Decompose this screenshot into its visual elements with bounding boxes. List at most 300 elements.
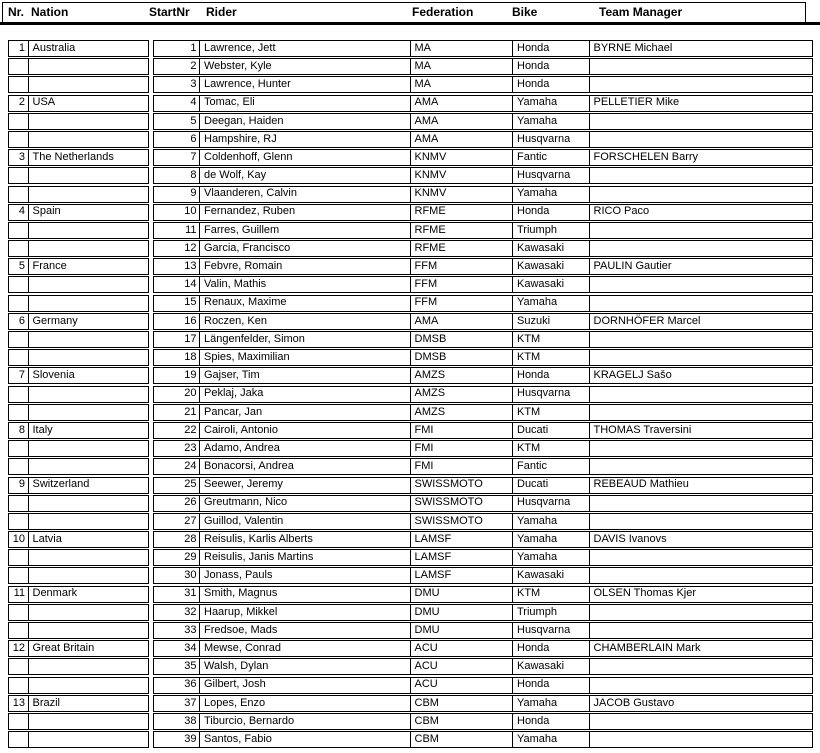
- federation: AMA: [410, 131, 514, 148]
- table-row: [8, 258, 814, 275]
- rider-name: Tomac, Eli: [199, 95, 411, 112]
- rider-name: Seewer, Jeremy: [199, 477, 411, 494]
- team-manager: [589, 113, 813, 130]
- table-header: [2, 2, 806, 22]
- table-row: [8, 404, 814, 421]
- table-row: [8, 276, 814, 293]
- team-nr: 10: [8, 531, 29, 548]
- team-manager: [589, 622, 813, 639]
- federation: AMZS: [410, 386, 514, 403]
- rider-name: Renaux, Maxime: [199, 295, 411, 312]
- nation: France: [28, 258, 149, 275]
- team-manager: [589, 677, 813, 694]
- team-nr: [8, 186, 29, 203]
- start-nr: 9: [153, 186, 201, 203]
- team-nr: [8, 331, 29, 348]
- federation: MA: [410, 76, 514, 93]
- team-nr: [8, 240, 29, 257]
- bike: Yamaha: [512, 513, 590, 530]
- column-header-federation: Federation: [412, 5, 474, 19]
- nation: [28, 458, 149, 475]
- federation: FFM: [410, 295, 514, 312]
- federation: RFME: [410, 240, 514, 257]
- rider-name: Pancar, Jan: [199, 404, 411, 421]
- start-nr: 11: [153, 222, 201, 239]
- nation: [28, 549, 149, 566]
- rider-name: Febvre, Romain: [199, 258, 411, 275]
- table-row: [8, 95, 814, 112]
- team-manager: [589, 331, 813, 348]
- rider-name: Peklaj, Jaka: [199, 386, 411, 403]
- nation: [28, 604, 149, 621]
- start-nr: 23: [153, 440, 201, 457]
- federation: DMU: [410, 604, 514, 621]
- team-manager: [589, 404, 813, 421]
- start-nr: 12: [153, 240, 201, 257]
- nation: Brazil: [28, 695, 149, 712]
- start-nr: 39: [153, 731, 201, 748]
- table-row: [8, 531, 814, 548]
- federation: DMSB: [410, 331, 514, 348]
- nation: Spain: [28, 204, 149, 221]
- federation: DMU: [410, 586, 514, 603]
- start-nr: 16: [153, 313, 201, 330]
- federation: KNMV: [410, 149, 514, 166]
- rider-name: Farres, Guillem: [199, 222, 411, 239]
- bike: Yamaha: [512, 695, 590, 712]
- federation: MA: [410, 58, 514, 75]
- bike: Yamaha: [512, 549, 590, 566]
- nation: Great Britain: [28, 640, 149, 657]
- federation: FMI: [410, 440, 514, 457]
- federation: FMI: [410, 422, 514, 439]
- nation: [28, 349, 149, 366]
- nation: [28, 713, 149, 730]
- rider-name: Valin, Mathis: [199, 276, 411, 293]
- start-nr: 1: [153, 40, 201, 57]
- bike: Honda: [512, 713, 590, 730]
- rider-name: Reisulis, Karlis Alberts: [199, 531, 411, 548]
- table-row: [8, 386, 814, 403]
- start-nr: 38: [153, 713, 201, 730]
- nation: Latvia: [28, 531, 149, 548]
- team-nr: [8, 458, 29, 475]
- rider-name: Deegan, Haiden: [199, 113, 411, 130]
- table-row: [8, 640, 814, 657]
- table-row: [8, 367, 814, 384]
- bike: Honda: [512, 40, 590, 57]
- federation: AMA: [410, 113, 514, 130]
- table-row: [8, 658, 814, 675]
- team-nr: [8, 549, 29, 566]
- team-nr: [8, 731, 29, 748]
- nation: Australia: [28, 40, 149, 57]
- table-row: [8, 131, 814, 148]
- nation: Switzerland: [28, 477, 149, 494]
- rider-name: Lawrence, Hunter: [199, 76, 411, 93]
- table-row: [8, 204, 814, 221]
- team-manager: BYRNE Michael: [589, 40, 813, 57]
- federation: LAMSF: [410, 531, 514, 548]
- federation: DMSB: [410, 349, 514, 366]
- rider-name: Walsh, Dylan: [199, 658, 411, 675]
- table-row: [8, 458, 814, 475]
- start-nr: 24: [153, 458, 201, 475]
- team-manager: [589, 495, 813, 512]
- nation: The Netherlands: [28, 149, 149, 166]
- rider-name: Reisulis, Janis Martins: [199, 549, 411, 566]
- team-nr: [8, 713, 29, 730]
- federation: KNMV: [410, 167, 514, 184]
- table-row: [8, 331, 814, 348]
- rider-name: Webster, Kyle: [199, 58, 411, 75]
- team-nr: 3: [8, 149, 29, 166]
- nation: [28, 658, 149, 675]
- table-row: [8, 222, 814, 239]
- rider-name: Roczen, Ken: [199, 313, 411, 330]
- federation: SWISSMOTO: [410, 477, 514, 494]
- bike: Ducati: [512, 477, 590, 494]
- team-manager: [589, 186, 813, 203]
- rider-name: Cairoli, Antonio: [199, 422, 411, 439]
- start-nr: 10: [153, 204, 201, 221]
- table-row: [8, 549, 814, 566]
- start-nr: 7: [153, 149, 201, 166]
- table-row: [8, 477, 814, 494]
- team-manager: [589, 440, 813, 457]
- team-manager: THOMAS Traversini: [589, 422, 813, 439]
- header-divider: [0, 22, 820, 25]
- start-nr: 8: [153, 167, 201, 184]
- team-nr: [8, 604, 29, 621]
- table-row: [8, 313, 814, 330]
- team-nr: 13: [8, 695, 29, 712]
- start-nr: 3: [153, 76, 201, 93]
- federation: SWISSMOTO: [410, 513, 514, 530]
- start-nr: 31: [153, 586, 201, 603]
- bike: Triumph: [512, 604, 590, 621]
- team-manager: [589, 386, 813, 403]
- rider-name: Fredsoe, Mads: [199, 622, 411, 639]
- bike: Husqvarna: [512, 386, 590, 403]
- team-nr: [8, 295, 29, 312]
- table-row: [8, 440, 814, 457]
- bike: Ducati: [512, 422, 590, 439]
- table-row: [8, 295, 814, 312]
- start-nr: 18: [153, 349, 201, 366]
- table-row: [8, 113, 814, 130]
- bike: Honda: [512, 58, 590, 75]
- team-manager: [589, 276, 813, 293]
- bike: Yamaha: [512, 113, 590, 130]
- bike: Kawasaki: [512, 658, 590, 675]
- rider-name: Greutmann, Nico: [199, 495, 411, 512]
- team-nr: [8, 167, 29, 184]
- bike: KTM: [512, 586, 590, 603]
- start-nr: 36: [153, 677, 201, 694]
- bike: KTM: [512, 404, 590, 421]
- team-manager: [589, 549, 813, 566]
- federation: SWISSMOTO: [410, 495, 514, 512]
- team-nr: [8, 404, 29, 421]
- team-nr: 7: [8, 367, 29, 384]
- team-manager: [589, 713, 813, 730]
- table-row: [8, 167, 814, 184]
- bike: Honda: [512, 367, 590, 384]
- table-row: [8, 713, 814, 730]
- table-row: [8, 567, 814, 584]
- team-manager: [589, 604, 813, 621]
- column-header-nr: Nr.: [8, 5, 25, 19]
- federation: RFME: [410, 204, 514, 221]
- team-nr: [8, 58, 29, 75]
- start-nr: 19: [153, 367, 201, 384]
- table-row: [8, 76, 814, 93]
- start-nr: 13: [153, 258, 201, 275]
- rider-name: Smith, Magnus: [199, 586, 411, 603]
- team-nr: 1: [8, 40, 29, 57]
- rider-name: Jonass, Pauls: [199, 567, 411, 584]
- team-manager: [589, 731, 813, 748]
- bike: KTM: [512, 440, 590, 457]
- team-manager: [589, 567, 813, 584]
- start-nr: 21: [153, 404, 201, 421]
- table-row: [8, 186, 814, 203]
- team-nr: [8, 567, 29, 584]
- team-nr: [8, 76, 29, 93]
- nation: [28, 113, 149, 130]
- bike: Yamaha: [512, 186, 590, 203]
- start-nr: 34: [153, 640, 201, 657]
- federation: MA: [410, 40, 514, 57]
- bike: Triumph: [512, 222, 590, 239]
- bike: KTM: [512, 331, 590, 348]
- rider-name: Spies, Maximilian: [199, 349, 411, 366]
- team-nr: [8, 113, 29, 130]
- rider-name: Garcia, Francisco: [199, 240, 411, 257]
- team-manager: PELLETIER Mike: [589, 95, 813, 112]
- bike: Husqvarna: [512, 167, 590, 184]
- team-nr: 5: [8, 258, 29, 275]
- start-nr: 29: [153, 549, 201, 566]
- rider-name: Guillod, Valentin: [199, 513, 411, 530]
- team-manager: [589, 458, 813, 475]
- federation: AMA: [410, 95, 514, 112]
- rider-name: Haarup, Mikkel: [199, 604, 411, 621]
- rider-name: Fernandez, Ruben: [199, 204, 411, 221]
- federation: AMZS: [410, 404, 514, 421]
- team-nr: 4: [8, 204, 29, 221]
- rider-name: Längenfelder, Simon: [199, 331, 411, 348]
- nation: [28, 567, 149, 584]
- start-nr: 14: [153, 276, 201, 293]
- table-row: [8, 149, 814, 166]
- nation: [28, 240, 149, 257]
- nation: [28, 295, 149, 312]
- table-row: [8, 622, 814, 639]
- rider-name: de Wolf, Kay: [199, 167, 411, 184]
- rider-name: Mewse, Conrad: [199, 640, 411, 657]
- nation: [28, 222, 149, 239]
- table-row: [8, 422, 814, 439]
- federation: LAMSF: [410, 567, 514, 584]
- nation: [28, 331, 149, 348]
- nation: [28, 731, 149, 748]
- bike: Husqvarna: [512, 622, 590, 639]
- bike: KTM: [512, 349, 590, 366]
- team-manager: [589, 58, 813, 75]
- rider-name: Tiburcio, Bernardo: [199, 713, 411, 730]
- bike: Honda: [512, 204, 590, 221]
- rider-name: Gajser, Tim: [199, 367, 411, 384]
- federation: KNMV: [410, 186, 514, 203]
- federation: FFM: [410, 276, 514, 293]
- nation: Slovenia: [28, 367, 149, 384]
- nation: [28, 167, 149, 184]
- nation: [28, 495, 149, 512]
- federation: CBM: [410, 713, 514, 730]
- team-manager: PAULIN Gautier: [589, 258, 813, 275]
- team-manager: [589, 349, 813, 366]
- bike: Husqvarna: [512, 131, 590, 148]
- team-manager: CHAMBERLAIN Mark: [589, 640, 813, 657]
- federation: CBM: [410, 731, 514, 748]
- table-row: [8, 513, 814, 530]
- team-nr: [8, 658, 29, 675]
- nation: [28, 186, 149, 203]
- rider-name: Coldenhoff, Glenn: [199, 149, 411, 166]
- team-nr: [8, 622, 29, 639]
- nation: [28, 58, 149, 75]
- start-nr: 17: [153, 331, 201, 348]
- start-nr: 6: [153, 131, 201, 148]
- team-manager: RICO Paco: [589, 204, 813, 221]
- bike: Husqvarna: [512, 495, 590, 512]
- column-header-bike: Bike: [512, 5, 538, 19]
- federation: AMA: [410, 313, 514, 330]
- team-nr: 11: [8, 586, 29, 603]
- rider-name: Bonacorsi, Andrea: [199, 458, 411, 475]
- table-row: [8, 240, 814, 257]
- start-nr: 28: [153, 531, 201, 548]
- start-nr: 33: [153, 622, 201, 639]
- team-nr: [8, 386, 29, 403]
- start-nr: 4: [153, 95, 201, 112]
- table-row: [8, 604, 814, 621]
- table-row: [8, 586, 814, 603]
- team-manager: [589, 222, 813, 239]
- team-nr: [8, 349, 29, 366]
- bike: Fantic: [512, 149, 590, 166]
- team-manager: [589, 76, 813, 93]
- start-nr: 15: [153, 295, 201, 312]
- team-manager: DAVIS Ivanovs: [589, 531, 813, 548]
- federation: FMI: [410, 458, 514, 475]
- team-manager: [589, 167, 813, 184]
- team-nr: [8, 276, 29, 293]
- rider-name: Gilbert, Josh: [199, 677, 411, 694]
- federation: AMZS: [410, 367, 514, 384]
- bike: Kawasaki: [512, 258, 590, 275]
- team-nr: 8: [8, 422, 29, 439]
- team-nr: 12: [8, 640, 29, 657]
- table-row: [8, 349, 814, 366]
- bike: Yamaha: [512, 295, 590, 312]
- rider-name: Hampshire, RJ: [199, 131, 411, 148]
- federation: DMU: [410, 622, 514, 639]
- team-nr: [8, 495, 29, 512]
- team-manager: KRAGELJ Sašo: [589, 367, 813, 384]
- team-manager: [589, 240, 813, 257]
- bike: Honda: [512, 640, 590, 657]
- team-nr: [8, 513, 29, 530]
- federation: CBM: [410, 695, 514, 712]
- team-nr: [8, 222, 29, 239]
- federation: RFME: [410, 222, 514, 239]
- team-manager: [589, 658, 813, 675]
- federation: ACU: [410, 677, 514, 694]
- start-nr: 22: [153, 422, 201, 439]
- nation: [28, 76, 149, 93]
- team-nr: 2: [8, 95, 29, 112]
- table-row: [8, 731, 814, 748]
- table-row: [8, 40, 814, 57]
- bike: Honda: [512, 677, 590, 694]
- nation: Germany: [28, 313, 149, 330]
- nation: Denmark: [28, 586, 149, 603]
- nation: [28, 386, 149, 403]
- rider-name: Vlaanderen, Calvin: [199, 186, 411, 203]
- federation: LAMSF: [410, 549, 514, 566]
- team-manager: [589, 131, 813, 148]
- federation: FFM: [410, 258, 514, 275]
- nation: [28, 622, 149, 639]
- team-nr: 9: [8, 477, 29, 494]
- bike: Honda: [512, 76, 590, 93]
- table-row: [8, 58, 814, 75]
- rider-name: Santos, Fabio: [199, 731, 411, 748]
- team-manager: [589, 295, 813, 312]
- nation: [28, 677, 149, 694]
- start-nr: 25: [153, 477, 201, 494]
- bike: Kawasaki: [512, 240, 590, 257]
- team-nr: [8, 131, 29, 148]
- team-nr: 6: [8, 313, 29, 330]
- table-row: [8, 495, 814, 512]
- team-nr: [8, 440, 29, 457]
- column-header-nation: Nation: [31, 5, 69, 19]
- federation: ACU: [410, 640, 514, 657]
- start-nr: 5: [153, 113, 201, 130]
- team-manager: JACOB Gustavo: [589, 695, 813, 712]
- column-header-rider: Rider: [206, 5, 237, 19]
- bike: Yamaha: [512, 95, 590, 112]
- nation: [28, 513, 149, 530]
- start-nr: 27: [153, 513, 201, 530]
- team-manager: DORNHÖFER Marcel: [589, 313, 813, 330]
- rider-name: Lawrence, Jett: [199, 40, 411, 57]
- federation: ACU: [410, 658, 514, 675]
- team-manager: OLSEN Thomas Kjer: [589, 586, 813, 603]
- bike: Yamaha: [512, 731, 590, 748]
- nation: [28, 440, 149, 457]
- table-row: [8, 695, 814, 712]
- team-manager: REBEAUD Mathieu: [589, 477, 813, 494]
- start-nr: 35: [153, 658, 201, 675]
- bike: Yamaha: [512, 531, 590, 548]
- team-manager: FORSCHELEN Barry: [589, 149, 813, 166]
- nation: USA: [28, 95, 149, 112]
